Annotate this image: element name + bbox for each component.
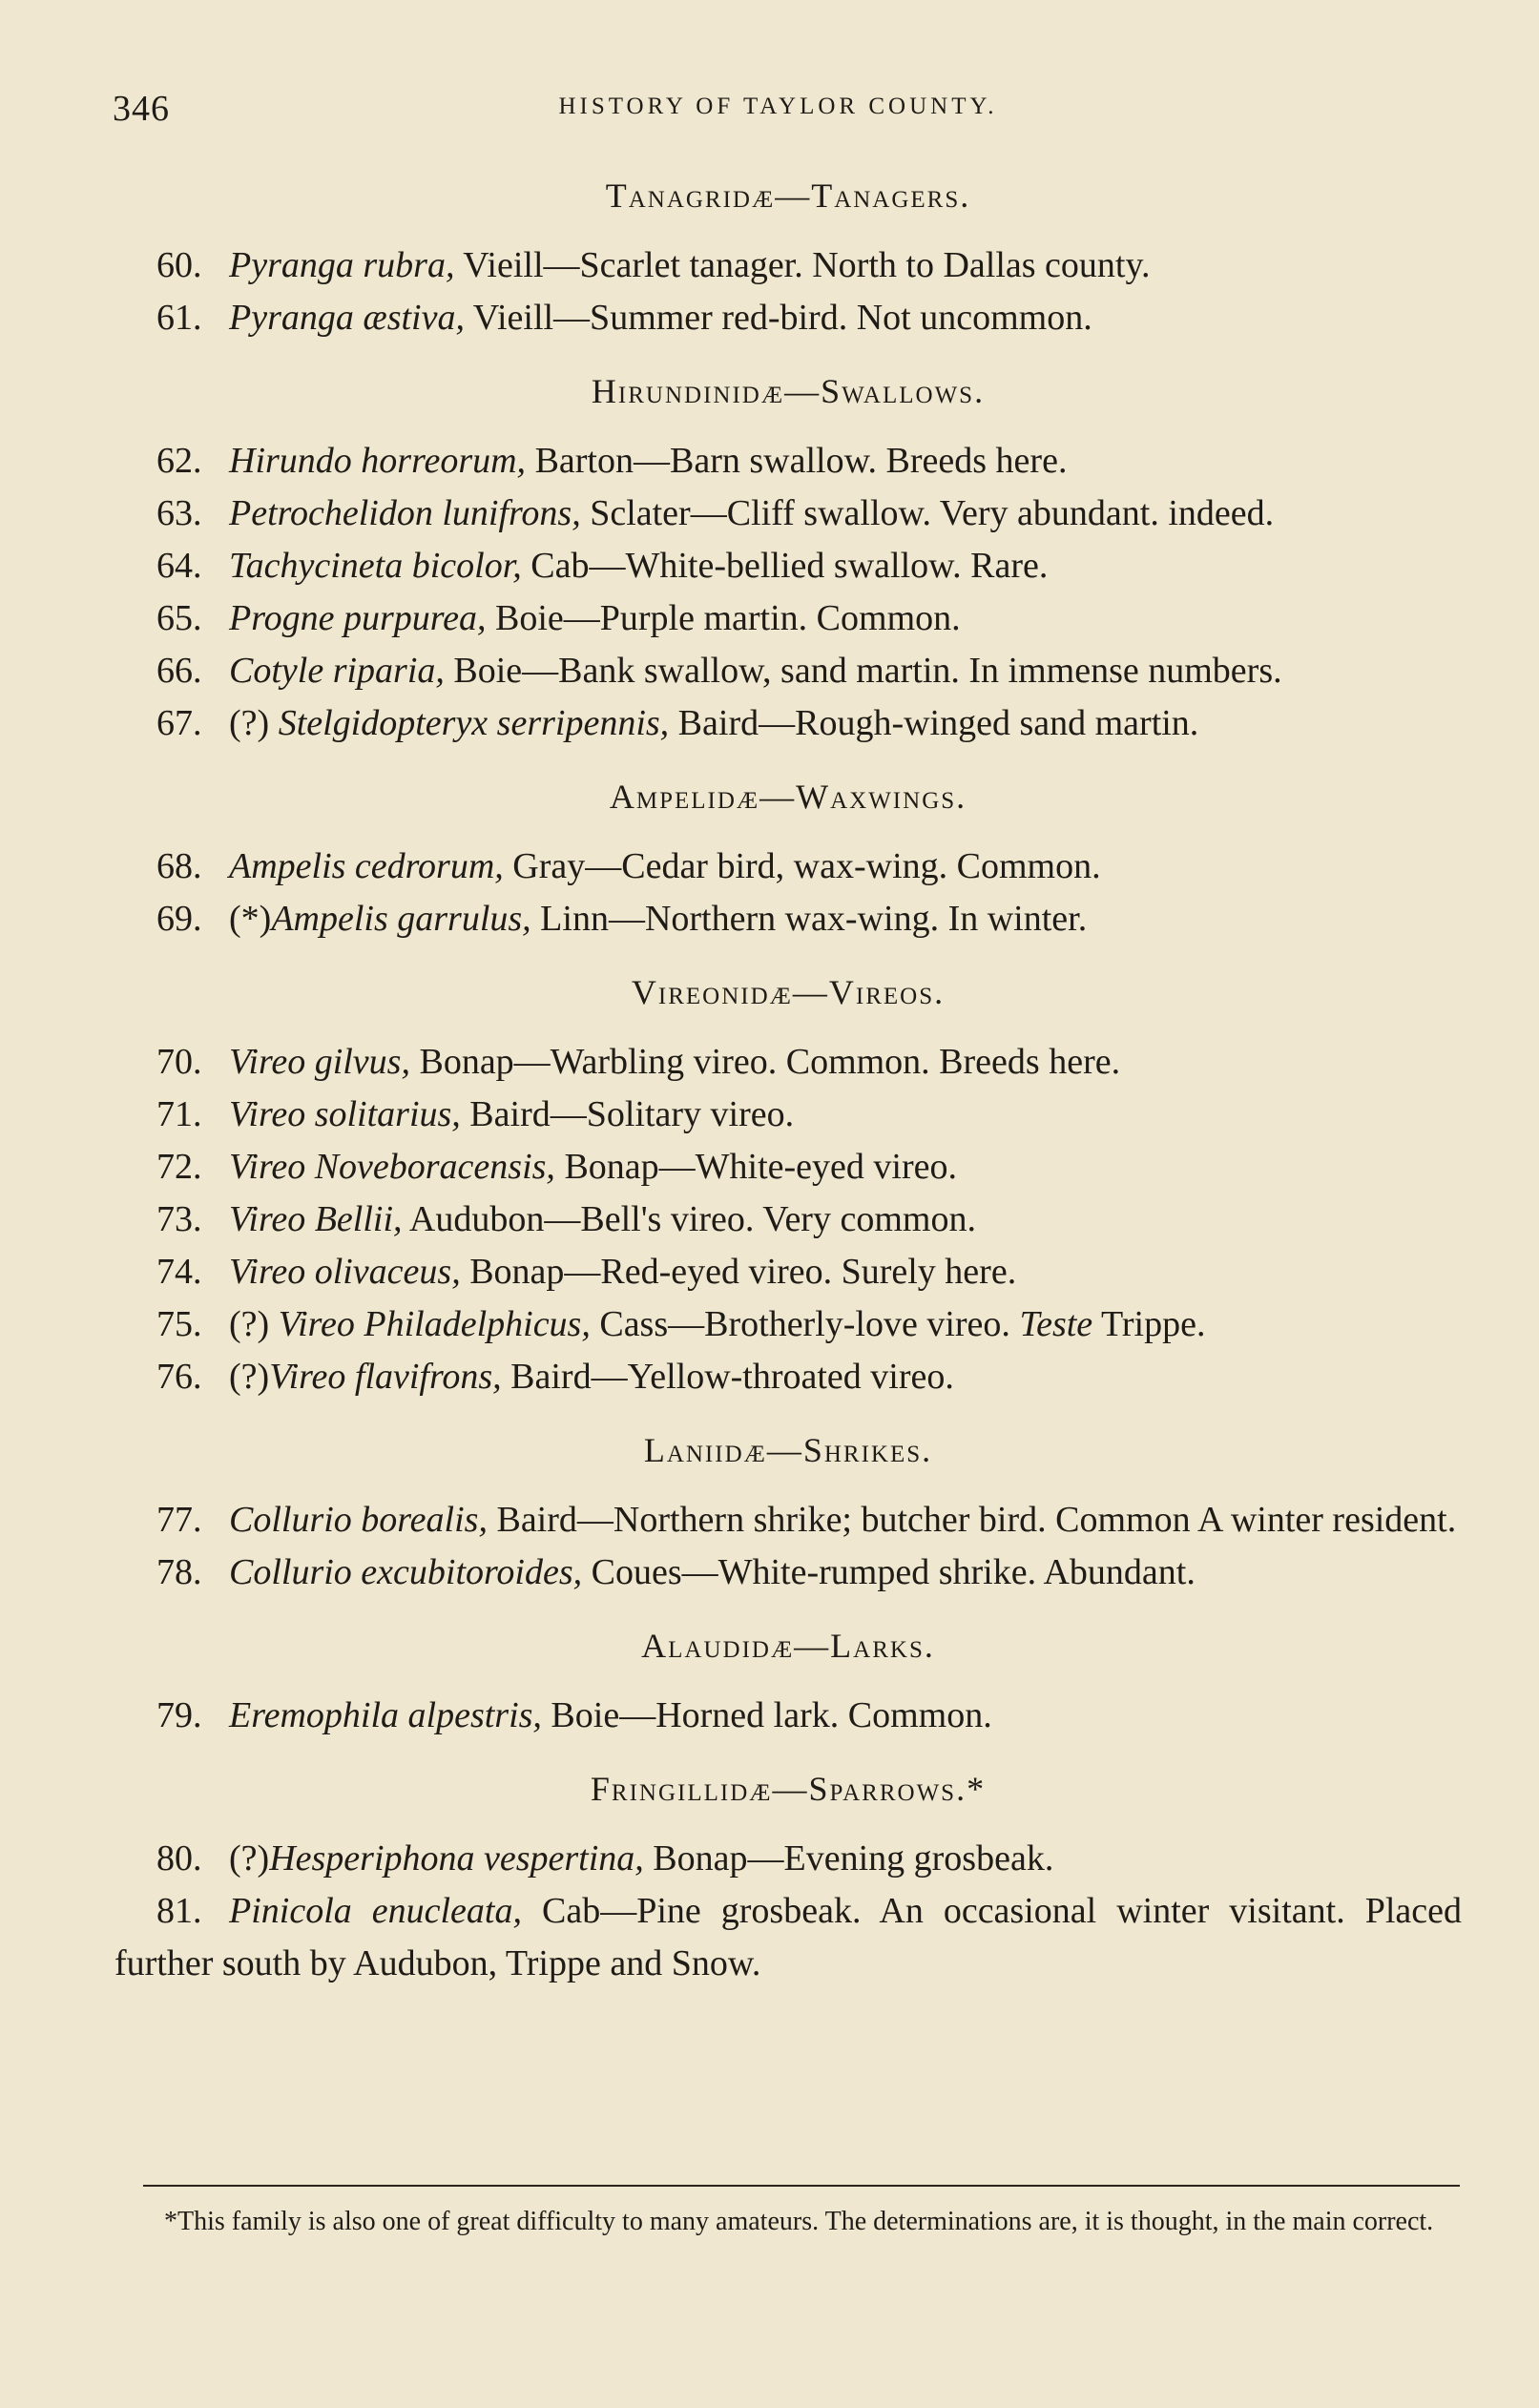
scientific-name: Pinicola enucleata, xyxy=(229,1891,522,1931)
entry-description: Vieill—Summer red-bird. Not uncommon. xyxy=(464,298,1092,338)
entry-number: 65. xyxy=(156,598,202,638)
family-heading: Ampelidæ—Waxwings. xyxy=(609,778,967,816)
scientific-name: Cotyle riparia, xyxy=(229,651,445,691)
entry-description: Bonap—Warbling vireo. Common. Breeds here. xyxy=(409,1042,1121,1082)
species-entry xyxy=(114,292,1462,344)
footnote-rule xyxy=(143,2185,1460,2187)
entry-description: Boie—Bank swallow, sand martin. In immense numbers. xyxy=(444,651,1282,691)
book-title: HISTORY OF TAYLOR COUNTY. xyxy=(558,93,998,119)
entry-description: Sclater—Cliff swallow. Very abundant. indeed. xyxy=(580,493,1275,533)
species-entry xyxy=(114,1036,1462,1089)
entry-description: Boie—Purple martin. Common. xyxy=(486,598,961,638)
entry-number: 68. xyxy=(156,846,202,886)
species-entry xyxy=(114,1547,1462,1599)
family-heading: Vireonidæ—Vireos. xyxy=(631,973,946,1011)
family-heading: Hirundinidæ—Swallows. xyxy=(591,372,986,410)
entry-number: 70. xyxy=(156,1042,202,1082)
species-entry xyxy=(114,1298,1462,1351)
entry-number: 71. xyxy=(156,1094,202,1134)
species-entry xyxy=(114,1833,1462,1885)
entry-number: 77. xyxy=(156,1500,202,1540)
entry-number: 81. xyxy=(156,1891,202,1931)
species-entry xyxy=(114,645,1462,697)
species-entry xyxy=(114,1494,1462,1547)
entry-description: Cab—Pine grosbeak. An occasional winter visitant. Placed further south by Audubon, Trippe and Snow. xyxy=(114,1891,1462,1983)
scientific-name: Vireo Philadelphicus, xyxy=(278,1304,591,1344)
scientific-name: Ampelis cedrorum, xyxy=(229,846,504,886)
scientific-name: Pyranga æstiva, xyxy=(229,298,465,338)
species-entry xyxy=(114,540,1462,592)
scientific-name: Ampelis garrulus, xyxy=(271,899,531,939)
family-heading: Alaudidæ—Larks. xyxy=(641,1627,935,1665)
scientific-name: Vireo Bellii, xyxy=(229,1199,403,1239)
entry-number: 75. xyxy=(156,1304,202,1344)
entry-number: 60. xyxy=(156,245,202,285)
entry-description: Barton—Barn swallow. Breeds here. xyxy=(526,441,1068,481)
species-entry xyxy=(114,697,1462,750)
scientific-name: Vireo Noveboracensis, xyxy=(229,1147,555,1187)
species-entry xyxy=(114,1246,1462,1298)
entry-description: Vieill—Scarlet tanager. North to Dallas county. xyxy=(454,245,1151,285)
scientific-name: Vireo solitarius, xyxy=(229,1094,461,1134)
scientific-name: Hirundo horreorum, xyxy=(229,441,527,481)
scientific-name: Petrochelidon lunifrons, xyxy=(229,493,581,533)
scientific-name: Eremophila alpestris, xyxy=(229,1695,542,1735)
footnote: *This family is also one of great difficulty to many amateurs. The determinations are, it is thought, in the main correct. xyxy=(164,2207,1434,2236)
entry-description: Bonap—Red-eyed vireo. Surely here. xyxy=(460,1252,1017,1292)
scientific-name: Pyranga rubra, xyxy=(229,245,455,285)
family-heading: Laniidæ—Shrikes. xyxy=(643,1431,933,1469)
scientific-name: Vireo olivaceus, xyxy=(229,1252,461,1292)
entry-description: Cass—Brotherly-love vireo. xyxy=(590,1304,1010,1344)
scientific-name: Hesperiphona vespertina, xyxy=(269,1838,644,1879)
species-entry xyxy=(114,592,1462,645)
species-list xyxy=(114,170,1462,1990)
species-entry xyxy=(114,1690,1462,1742)
entry-number: 74. xyxy=(156,1252,202,1292)
running-head xyxy=(113,88,1444,134)
scientific-name: Stelgidopteryx serripennis, xyxy=(278,703,670,743)
entry-description: Baird—Rough-winged sand martin. xyxy=(669,703,1199,743)
entry-description: Boie—Horned lark. Common. xyxy=(541,1695,992,1735)
page-number: 346 xyxy=(113,89,170,129)
entry-number: 79. xyxy=(156,1695,202,1735)
entry-description: Coues—White-rumped shrike. Abundant. xyxy=(582,1552,1196,1592)
scientific-name: Progne purpurea, xyxy=(229,598,487,638)
entry-qualifier: (*) xyxy=(229,899,272,939)
entry-description: Baird—Solitary vireo. xyxy=(460,1094,795,1134)
entry-description: Baird—Yellow-throated vireo. xyxy=(501,1357,954,1397)
entry-qualifier: (?) xyxy=(229,1357,270,1397)
scientific-name: Collurio borealis, xyxy=(229,1500,488,1540)
entry-number: 69. xyxy=(156,899,202,939)
entry-number: 64. xyxy=(156,546,202,586)
entry-number: 80. xyxy=(156,1838,202,1879)
entry-number: 76. xyxy=(156,1357,202,1397)
family-heading: Fringillidæ—Sparrows.* xyxy=(590,1770,987,1808)
entry-description: Linn—Northern wax-wing. In winter. xyxy=(530,899,1088,939)
entry-number: 66. xyxy=(156,651,202,691)
entry-description: Bonap—White-eyed vireo. xyxy=(554,1147,957,1187)
entry-description: Baird—Northern shrike; butcher bird. Common A winter resident. xyxy=(487,1500,1457,1540)
species-entry xyxy=(114,1885,1462,1990)
entry-number: 63. xyxy=(156,493,202,533)
species-entry xyxy=(114,1141,1462,1194)
scientific-name: Collurio excubitoroides, xyxy=(229,1552,583,1592)
family-heading: Tanagridæ—Tanagers. xyxy=(605,176,971,215)
scientific-name: Vireo gilvus, xyxy=(229,1042,410,1082)
entry-description: Audubon—Bell's vireo. Very common. xyxy=(402,1199,976,1239)
entry-number: 67. xyxy=(156,703,202,743)
species-entry xyxy=(114,1194,1462,1246)
entry-description: Gray—Cedar bird, wax-wing. Common. xyxy=(503,846,1101,886)
species-entry xyxy=(114,435,1462,488)
entry-number: 72. xyxy=(156,1147,202,1187)
scientific-name: Tachycineta bicolor, xyxy=(229,546,522,586)
entry-qualifier: (?) xyxy=(229,1838,270,1879)
species-entry xyxy=(114,239,1462,292)
entry-number: 73. xyxy=(156,1199,202,1239)
scientific-name: Vireo flavifrons, xyxy=(269,1357,502,1397)
species-entry xyxy=(114,1089,1462,1141)
entry-description: Cab—White-bellied swallow. Rare. xyxy=(521,546,1049,586)
entry-description: Bonap—Evening grosbeak. xyxy=(643,1838,1054,1879)
entry-number: 62. xyxy=(156,441,202,481)
entry-number: 78. xyxy=(156,1552,202,1592)
species-entry xyxy=(114,893,1462,945)
entry-number: 61. xyxy=(156,298,202,338)
species-entry xyxy=(114,1351,1462,1403)
species-entry xyxy=(114,841,1462,893)
authority-note: Teste xyxy=(1009,1304,1093,1344)
species-entry xyxy=(114,488,1462,540)
entry-qualifier: (?) xyxy=(229,703,279,743)
authority-name: Trippe. xyxy=(1092,1304,1206,1344)
entry-qualifier: (?) xyxy=(229,1304,279,1344)
